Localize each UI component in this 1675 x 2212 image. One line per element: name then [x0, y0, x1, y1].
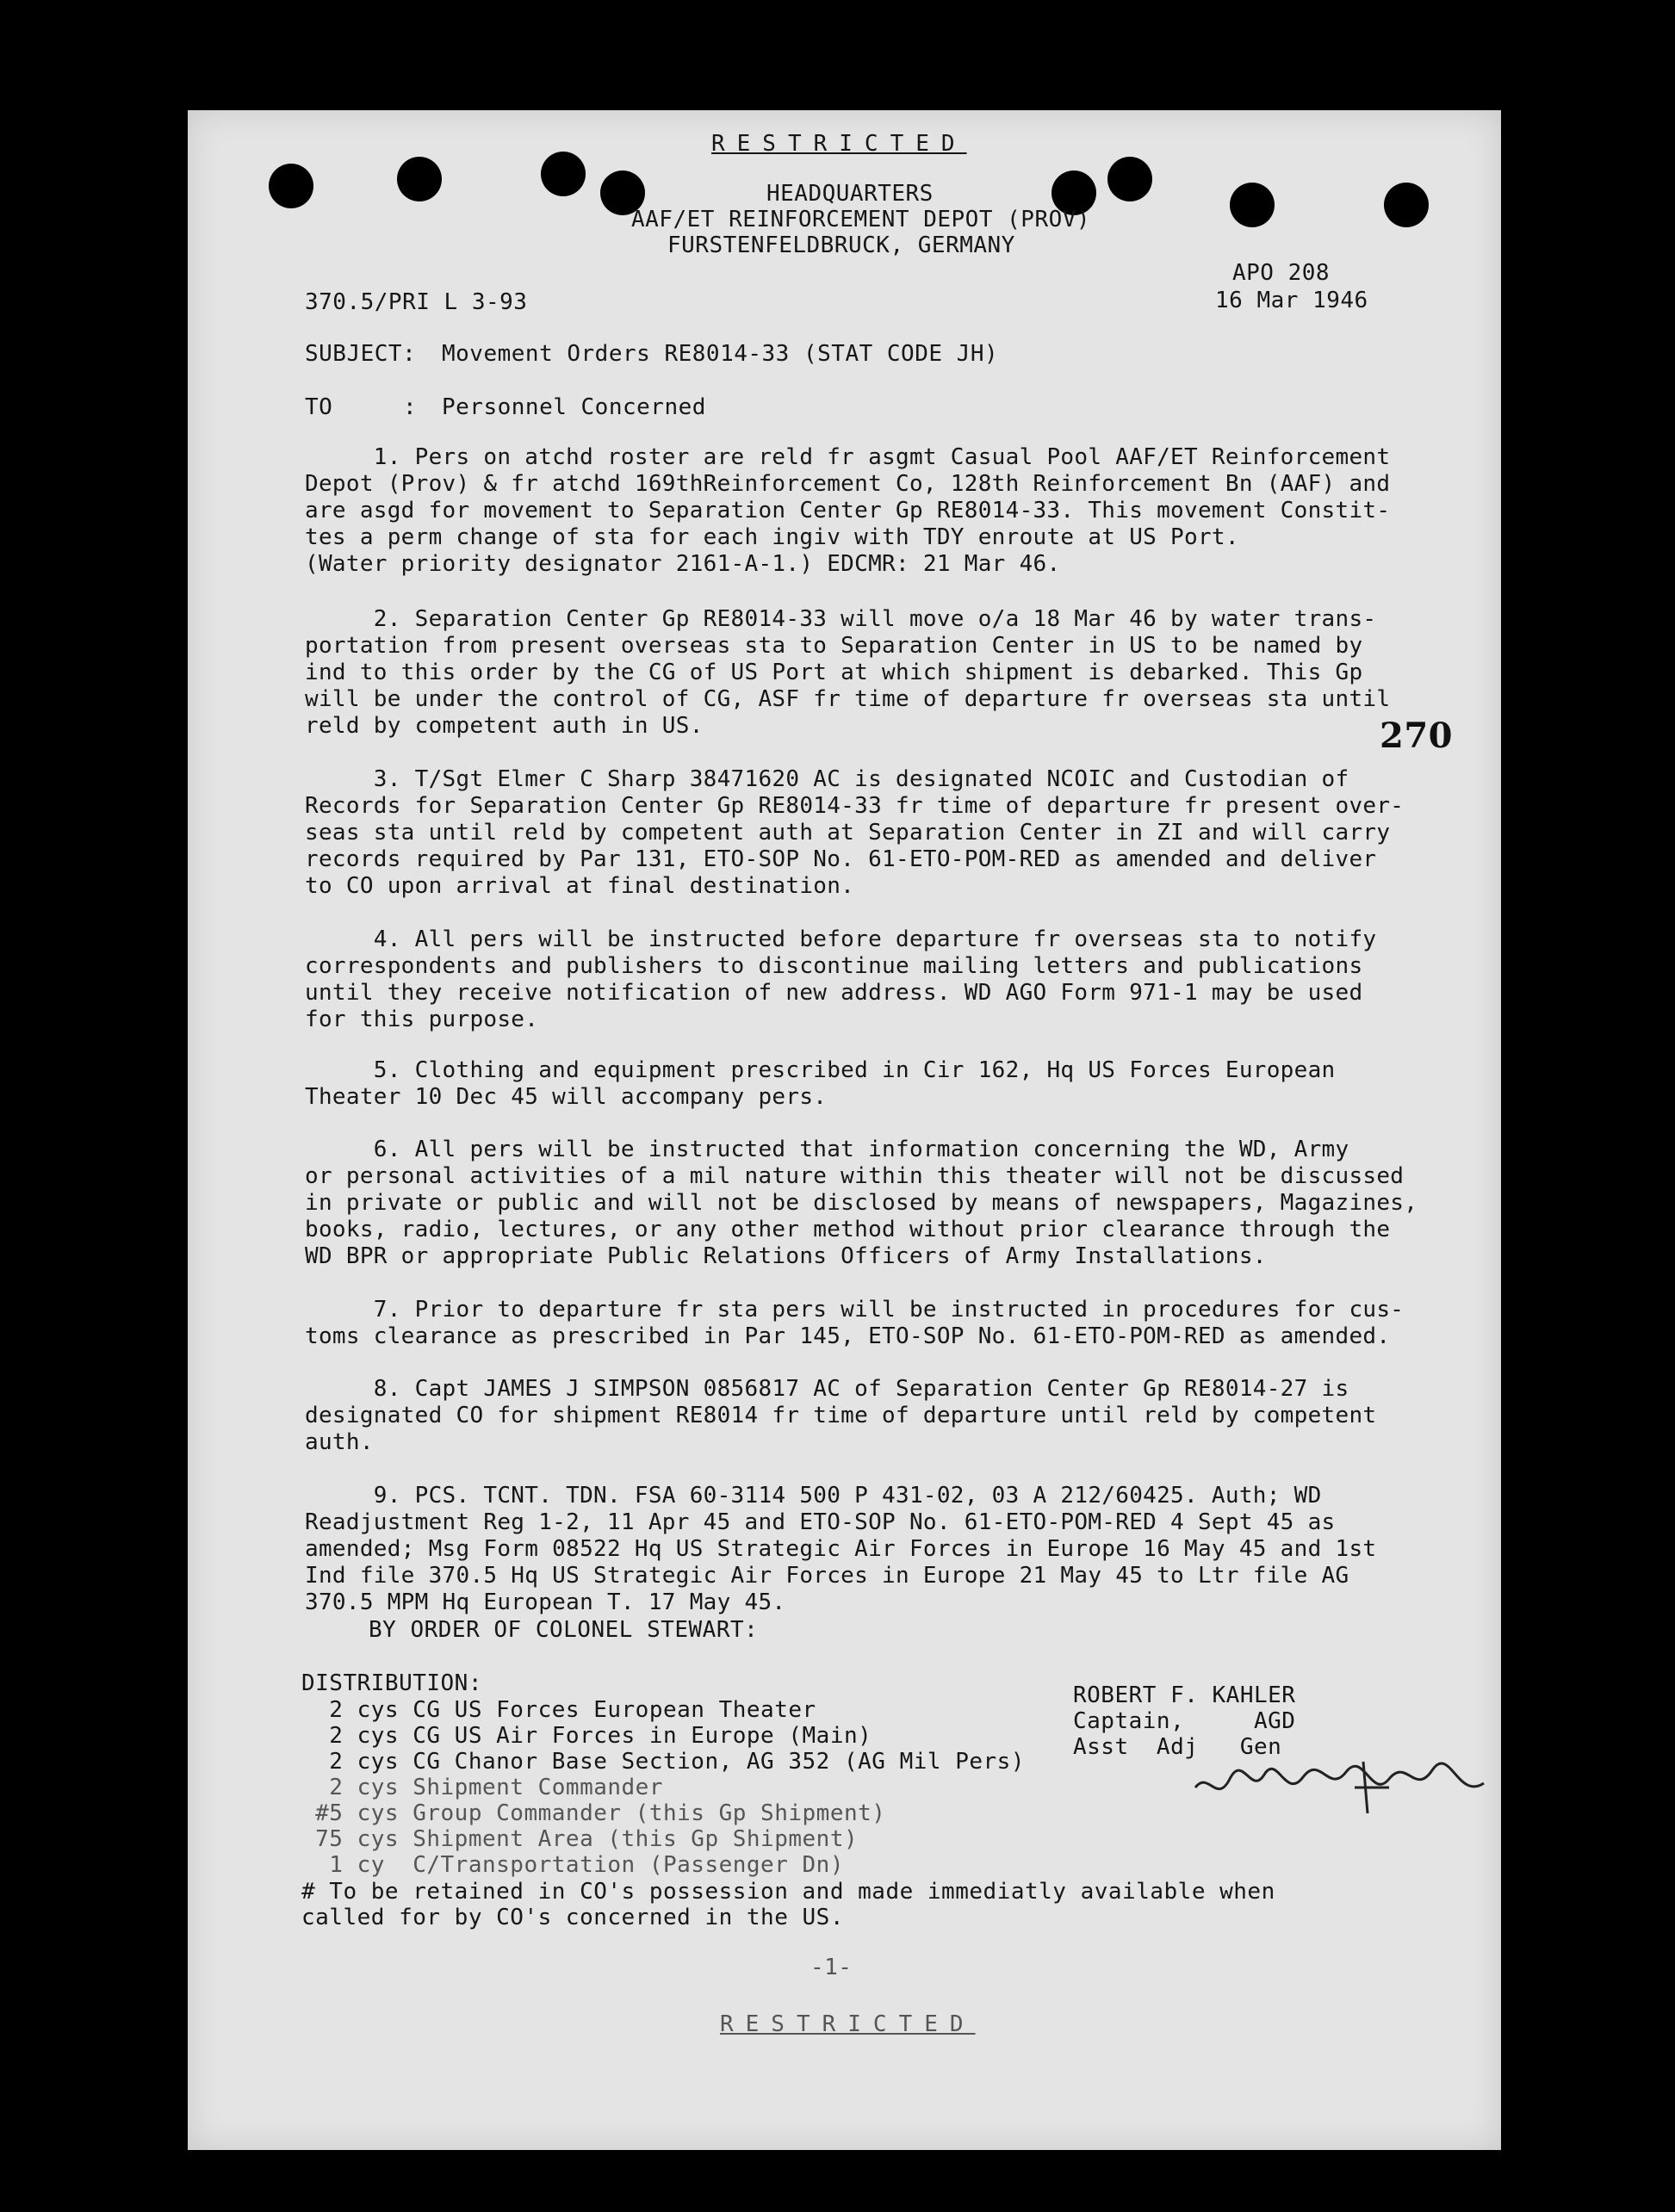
paragraph-4: 4. All pers will be instructed before departure fr overseas sta to notify correspondents and publishers to discontinue mailing letters and publications until they receive notification of new address. WD AGO Form 971-1 may be used for this purpose.	[305, 926, 1377, 1032]
paragraph-1: 1. Pers on atchd roster are reld fr asgmt Casual Pool AAF/ET Reinforcement Depot (Prov) & fr atchd 169thReinforcement Co, 128th Reinforcement Bn (AAF) and are asgd for movement to Separation Center Gp RE8014-33. This movement Constit- tes a perm change of sta for each ingiv with TDY enroute at US Port. (Water priority designator 2161-A-1.) EDCMR: 21 Mar 46.	[305, 444, 1391, 577]
distribution-line: 1 cy C/Transportation (Passenger Dn)	[301, 1852, 844, 1878]
distribution-label: DISTRIBUTION:	[301, 1670, 482, 1696]
document-page	[188, 110, 1501, 2150]
stamp-number: 270	[1380, 716, 1453, 756]
paragraph-9: 9. PCS. TCNT. TDN. FSA 60-3114 500 P 431-02, 03 A 212/60425. Auth; WD Readjustment Reg 1-2, 11 Apr 45 and ETO-SOP No. 61-ETO-POM-RED 4 Sept 45 as amended; Msg Form 08522 Hq US Strategic Air Forces in Europe 16 May 45 and 1st Ind file 370.5 Hq US Strategic Air Forces in Europe 21 May 45 to Ltr file AG 370.5 MPM Hq European T. 17 May 45.	[305, 1483, 1377, 1615]
page-number: -1-	[810, 1955, 853, 1980]
unit-name: AAF/ET REINFORCEMENT DEPOT (PROV)	[631, 207, 1091, 232]
to-label: TO	[305, 394, 333, 420]
handwritten-signature	[1191, 1753, 1492, 1825]
org-name: HEADQUARTERS	[766, 181, 934, 207]
subject-label: SUBJECT:	[305, 341, 417, 367]
apo-number: APO 208	[1232, 260, 1331, 286]
distribution-line: 2 cys CG Chanor Base Section, AG 352 (AG Mil Pers)	[301, 1749, 1025, 1775]
file-number: 370.5/PRI L 3-93	[305, 289, 528, 315]
paragraph-8: 8. Capt JAMES J SIMPSON 0856817 AC of Separation Center Gp RE8014-27 is designated CO for shipment RE8014 fr time of departure until reld by competent auth.	[305, 1376, 1377, 1455]
punch-hole	[1384, 183, 1429, 227]
punch-hole	[1107, 157, 1152, 201]
location: FURSTENFELDBRUCK, GERMANY	[667, 232, 1015, 258]
classification-bottom: RESTRICTED	[720, 2011, 976, 2037]
signer-rank: Captain, AGD	[1073, 1708, 1296, 1734]
subject-text: Movement Orders RE8014-33 (STAT CODE JH)	[442, 341, 999, 367]
distribution-line: 2 cys Shipment Commander	[301, 1775, 663, 1800]
paragraph-5: 5. Clothing and equipment prescribed in Cir 162, Hq US Forces European Theater 10 Dec 45 will accompany pers.	[305, 1057, 1336, 1110]
distribution-line: 2 cys CG US Air Forces in Europe (Main)	[301, 1723, 872, 1749]
to-text: Personnel Concerned	[442, 394, 706, 420]
paragraph-2: 2. Separation Center Gp RE8014-33 will move o/a 18 Mar 46 by water trans- portation from present overseas sta to Separation Center in US to be named by ind to this order by the CG of US Port at which shipment is debarked. This Gp will be under the control of CG, ASF fr time of departure fr overseas sta until reld by competent auth in US.	[305, 606, 1391, 739]
distribution-line: 75 cys Shipment Area (this Gp Shipment)	[301, 1826, 859, 1852]
punch-hole	[269, 164, 313, 208]
by-order-line: BY ORDER OF COLONEL STEWART:	[369, 1617, 759, 1643]
paragraph-7: 7. Prior to departure fr sta pers will be instructed in procedures for cus- toms clearance as prescribed in Par 145, ETO-SOP No. 61-ETO-POM-RED as amended.	[305, 1297, 1405, 1349]
paragraph-3: 3. T/Sgt Elmer C Sharp 38471620 AC is designated NCOIC and Custodian of Records for Separation Center Gp RE8014-33 fr time of departure fr present over- seas sta until reld by competent auth at Separation Center in ZI and will carry records required by Par 131, ETO-SOP No. 61-ETO-POM-RED as amended and deliver to CO upon arrival at final destination.	[305, 766, 1405, 899]
classification-top: RESTRICTED	[711, 131, 967, 157]
signer-title: Asst Adj Gen	[1073, 1734, 1282, 1760]
distribution-line: 2 cys CG US Forces European Theater	[301, 1697, 816, 1723]
distribution-note: # To be retained in CO's possession and made immediatly available when	[301, 1879, 1275, 1905]
punch-hole	[541, 152, 586, 196]
distribution-line: #5 cys Group Commander (this Gp Shipment)	[301, 1800, 886, 1826]
punch-hole	[397, 157, 442, 201]
to-colon: :	[403, 394, 418, 420]
order-date: 16 Mar 1946	[1215, 288, 1368, 313]
signer-name: ROBERT F. KAHLER	[1073, 1682, 1296, 1708]
punch-hole	[1230, 183, 1275, 227]
distribution-note: called for by CO's concerned in the US.	[301, 1905, 844, 1930]
paragraph-6: 6. All pers will be instructed that information concerning the WD, Army or personal activities of a mil nature within this theater will not be discussed in private or public and will not be disclosed by means of newspapers, Magazines, books, radio, lectures, or any other method without prior clearance through the WD BPR or appropriate Public Relations Officers of Army Installations.	[305, 1137, 1418, 1269]
